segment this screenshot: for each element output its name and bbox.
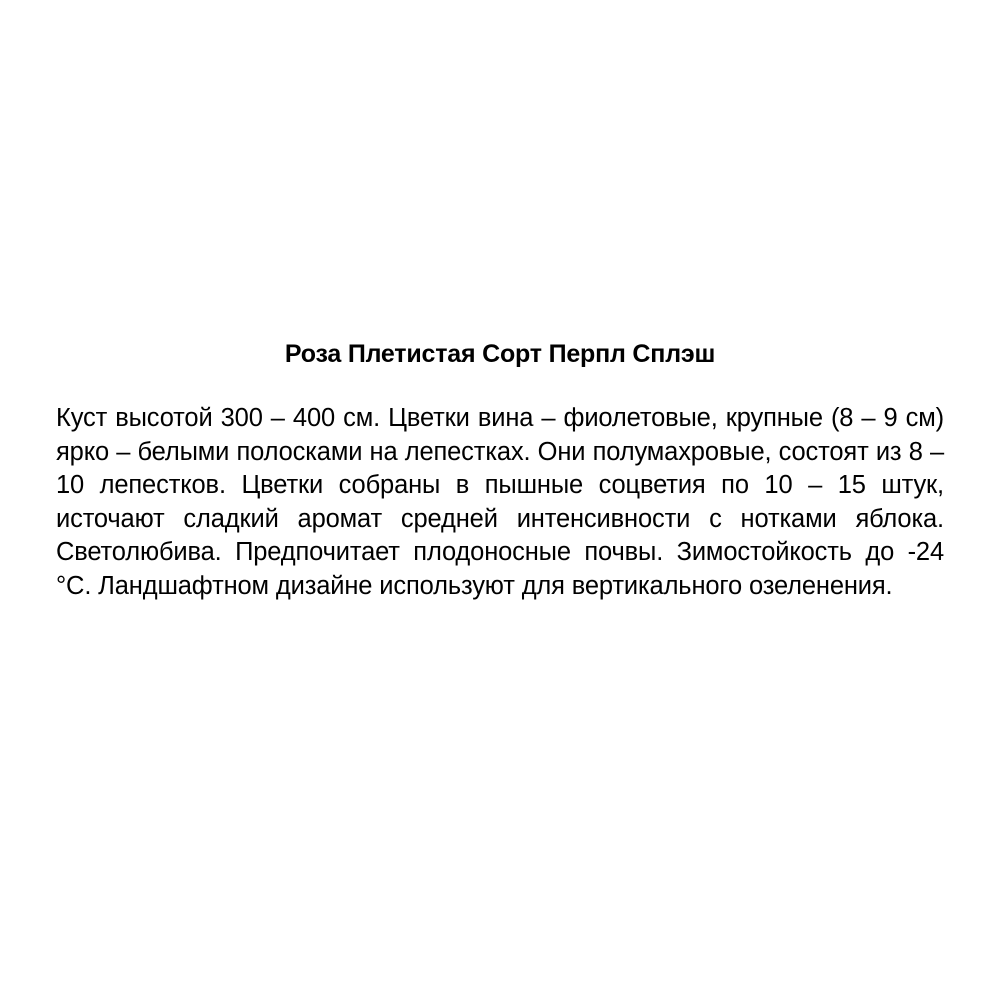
product-description-document: [56, 336, 944, 603]
description-paragraph: Куст высотой 300 – 400 см. Цветки вина – фиолетовые, крупные (8 – 9 см) ярко – белыми полосками на лепестках. Они полумахровые, состоят из 8 – 10 лепестков. Цветки собраны в пышные соцветия по 10 – 15 штук, источают сладкий аромат средней интенсивности с нотками яблока. Светолюбива. Предпочитает плодоносные почвы. Зимостойкость до -24 °С. Ландшафтном дизайне используют для вертикального озеленения.: [56, 404, 944, 600]
document-title: Роза Плетистая Сорт Перпл Сплэш: [284, 340, 716, 368]
